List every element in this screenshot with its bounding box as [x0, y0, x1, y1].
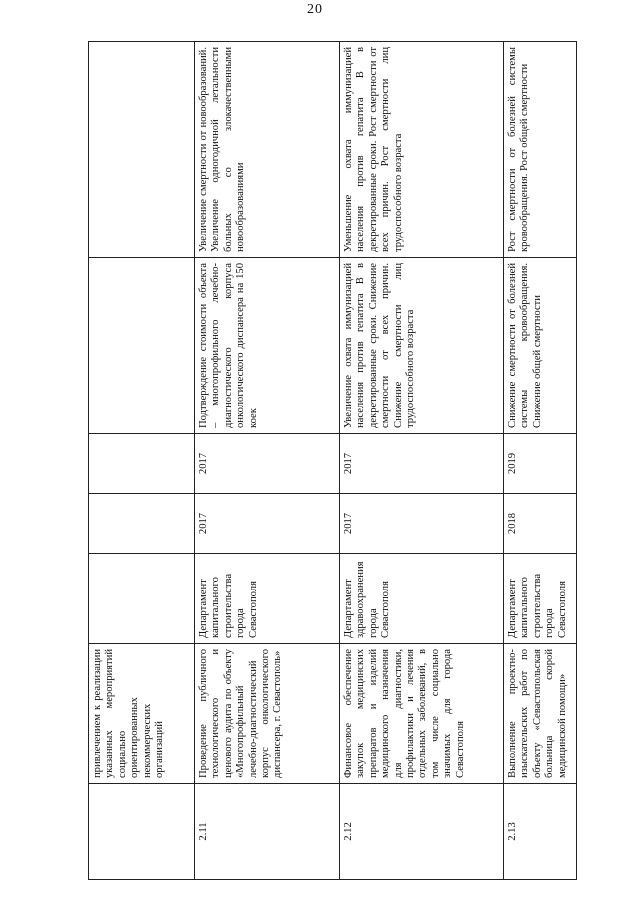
executor-cell: Департамент капитального строительства города Севастополя	[195, 554, 340, 644]
executor-cell: Департамент здравоохранения города Севастополя	[340, 554, 504, 644]
page-number: 20	[307, 2, 323, 17]
result-cell: Снижение смертности от болезней системы кровообращения. Снижение общей смертности	[504, 258, 577, 434]
indicators-cell: Увеличение смертности от новообразований. Увеличение одногодичной летальности больных со злокачественными новообразованиями	[195, 42, 340, 258]
indicators-cell: Рост смертности от болезней системы кровообращения. Рост общей смертности	[504, 42, 577, 258]
indicators-cell: Уменьшение охвата иммунизацией населения против гепатита В в декретированные сроки. Рост смертности от всех причин. Рост смертности лиц трудоспособного возраста	[340, 42, 504, 258]
executor-cell: Департамент капитального строительства города Севастополя	[504, 554, 577, 644]
activity-cell: Выполнение проектно-изыскательских работ по объекту «Севастопольская больница скорой медицинской помощи»	[504, 644, 577, 784]
end-year-cell	[89, 434, 195, 494]
row-number-cell	[89, 784, 195, 880]
result-cell: Увеличение охвата иммунизацией населения против гепатита В в декретированные сроки. Снижение смертности от всех причин. Снижение смертности лиц трудоспособного возраста	[340, 258, 504, 434]
end-year-cell: 2017	[340, 434, 504, 494]
start-year-cell: 2018	[504, 494, 577, 554]
activity-cell: Проведение публичного технологического и ценового аудита по объекту «Многопрофильный лечебно-диагностический корпус онкологического диспансера, г. Севастополь»	[195, 644, 340, 784]
row-number-cell: 2.12	[340, 784, 504, 880]
table-row	[195, 42, 340, 880]
end-year-cell: 2019	[504, 434, 577, 494]
start-year-cell: 2017	[340, 494, 504, 554]
indicators-cell	[89, 42, 195, 258]
activity-cell: привлечением к реализации указанных мероприятий социально ориентированных некоммерческих организаций	[89, 644, 195, 784]
row-number-cell: 2.13	[504, 784, 577, 880]
table-row	[89, 42, 195, 880]
table-row	[340, 42, 504, 880]
end-year-cell: 2017	[195, 434, 340, 494]
start-year-cell: 2017	[195, 494, 340, 554]
table-row	[504, 42, 577, 880]
row-number-cell: 2.11	[195, 784, 340, 880]
activity-cell: Финансовое обеспечение закупок медицинских препаратов и изделий медицинского назначения для диагностики, профилактики и лечения отдельных заболеваний, в том числе социально значимых для города Севастополя	[340, 644, 504, 784]
result-cell: Подтверждение стоимости объекта – многопрофильного лечебно-диагностического корпуса онкологического диспансера на 150 коек	[195, 258, 340, 434]
rotated-table-container	[88, 42, 576, 880]
executor-cell	[89, 554, 195, 644]
measures-table	[88, 41, 577, 880]
result-cell	[89, 258, 195, 434]
start-year-cell	[89, 494, 195, 554]
